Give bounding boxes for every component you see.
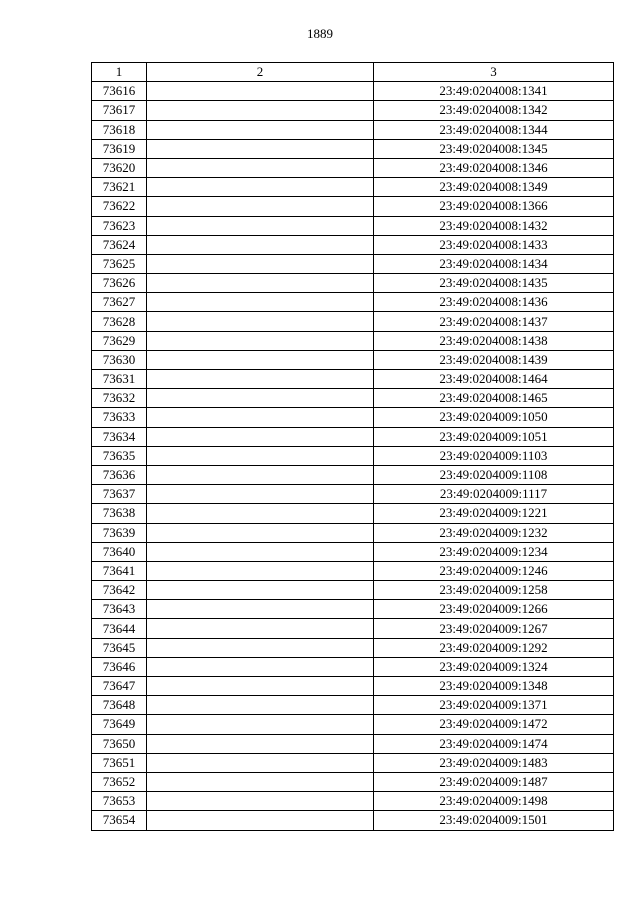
table-cell-col-3: 23:49:0204009:1103 bbox=[374, 446, 614, 465]
table-cell-col-3: 23:49:0204009:1267 bbox=[374, 619, 614, 638]
table-cell-col-3: 23:49:0204008:1349 bbox=[374, 178, 614, 197]
table-row bbox=[92, 561, 614, 580]
table-cell-col-1: 73653 bbox=[92, 792, 147, 811]
data-table bbox=[91, 62, 614, 831]
table-cell-col-1: 73639 bbox=[92, 523, 147, 542]
table-cell-col-1: 73628 bbox=[92, 312, 147, 331]
table-cell-col-3: 23:49:0204008:1439 bbox=[374, 350, 614, 369]
table-row bbox=[92, 216, 614, 235]
table-cell-col-1: 73616 bbox=[92, 82, 147, 101]
table-cell-col-2 bbox=[147, 465, 374, 484]
table-cell-col-3: 23:49:0204009:1246 bbox=[374, 561, 614, 580]
table-cell-col-1: 73642 bbox=[92, 581, 147, 600]
table-cell-col-1: 73624 bbox=[92, 235, 147, 254]
table-row bbox=[92, 734, 614, 753]
table-cell-col-2 bbox=[147, 600, 374, 619]
table-cell-col-1: 73617 bbox=[92, 101, 147, 120]
table-cell-col-3: 23:49:0204008:1465 bbox=[374, 389, 614, 408]
table-row bbox=[92, 139, 614, 158]
table-row bbox=[92, 427, 614, 446]
table-cell-col-2 bbox=[147, 82, 374, 101]
table-cell-col-3: 23:49:0204009:1371 bbox=[374, 696, 614, 715]
table-cell-col-3: 23:49:0204009:1050 bbox=[374, 408, 614, 427]
table-cell-col-2 bbox=[147, 274, 374, 293]
table-cell-col-1: 73630 bbox=[92, 350, 147, 369]
table-row bbox=[92, 274, 614, 293]
table-cell-col-2 bbox=[147, 389, 374, 408]
table-cell-col-3: 23:49:0204008:1435 bbox=[374, 274, 614, 293]
table-cell-col-3: 23:49:0204008:1345 bbox=[374, 139, 614, 158]
table-cell-col-2 bbox=[147, 197, 374, 216]
table-header-row bbox=[92, 63, 614, 82]
table-cell-col-2 bbox=[147, 734, 374, 753]
table-cell-col-2 bbox=[147, 101, 374, 120]
table-cell-col-2 bbox=[147, 216, 374, 235]
table-cell-col-2 bbox=[147, 657, 374, 676]
table-row bbox=[92, 542, 614, 561]
table-cell-col-3: 23:49:0204009:1117 bbox=[374, 485, 614, 504]
table-row bbox=[92, 504, 614, 523]
table-cell-col-1: 73647 bbox=[92, 677, 147, 696]
table-cell-col-1: 73621 bbox=[92, 178, 147, 197]
table-cell-col-1: 73648 bbox=[92, 696, 147, 715]
table-row bbox=[92, 811, 614, 830]
table-cell-col-3: 23:49:0204008:1437 bbox=[374, 312, 614, 331]
table-row bbox=[92, 101, 614, 120]
table-cell-col-2 bbox=[147, 235, 374, 254]
table-cell-col-1: 73622 bbox=[92, 197, 147, 216]
table-cell-col-2 bbox=[147, 619, 374, 638]
table-row bbox=[92, 293, 614, 312]
table-cell-col-2 bbox=[147, 293, 374, 312]
table-row bbox=[92, 465, 614, 484]
table-row bbox=[92, 753, 614, 772]
table-cell-col-1: 73635 bbox=[92, 446, 147, 465]
table-cell-col-1: 73646 bbox=[92, 657, 147, 676]
table-cell-col-2 bbox=[147, 581, 374, 600]
table-cell-col-1: 73632 bbox=[92, 389, 147, 408]
table-row bbox=[92, 235, 614, 254]
table-cell-col-2 bbox=[147, 792, 374, 811]
table-cell-col-1: 73644 bbox=[92, 619, 147, 638]
table-cell-col-3: 23:49:0204009:1487 bbox=[374, 772, 614, 791]
table-cell-col-2 bbox=[147, 370, 374, 389]
column-header-1: 1 bbox=[92, 63, 147, 82]
table-cell-col-2 bbox=[147, 504, 374, 523]
table-cell-col-2 bbox=[147, 523, 374, 542]
table-cell-col-1: 73619 bbox=[92, 139, 147, 158]
table-cell-col-3: 23:49:0204009:1292 bbox=[374, 638, 614, 657]
table-cell-col-1: 73633 bbox=[92, 408, 147, 427]
table-cell-col-2 bbox=[147, 350, 374, 369]
table-cell-col-1: 73641 bbox=[92, 561, 147, 580]
table-cell-col-2 bbox=[147, 811, 374, 830]
table-cell-col-3: 23:49:0204008:1464 bbox=[374, 370, 614, 389]
table-cell-col-1: 73623 bbox=[92, 216, 147, 235]
table-cell-col-3: 23:49:0204009:1266 bbox=[374, 600, 614, 619]
table-cell-col-3: 23:49:0204009:1474 bbox=[374, 734, 614, 753]
table-cell-col-3: 23:49:0204008:1433 bbox=[374, 235, 614, 254]
table-cell-col-1: 73651 bbox=[92, 753, 147, 772]
table-cell-col-2 bbox=[147, 254, 374, 273]
table-cell-col-2 bbox=[147, 446, 374, 465]
table-cell-col-3: 23:49:0204008:1436 bbox=[374, 293, 614, 312]
table-cell-col-2 bbox=[147, 158, 374, 177]
table-row bbox=[92, 619, 614, 638]
table-row bbox=[92, 772, 614, 791]
table-cell-col-1: 73625 bbox=[92, 254, 147, 273]
table-cell-col-1: 73627 bbox=[92, 293, 147, 312]
table-cell-col-3: 23:49:0204008:1434 bbox=[374, 254, 614, 273]
table-row bbox=[92, 638, 614, 657]
table-cell-col-1: 73649 bbox=[92, 715, 147, 734]
table-cell-col-1: 73645 bbox=[92, 638, 147, 657]
table-cell-col-2 bbox=[147, 677, 374, 696]
table-row bbox=[92, 389, 614, 408]
table-row bbox=[92, 523, 614, 542]
table-row bbox=[92, 370, 614, 389]
column-header-3: 3 bbox=[374, 63, 614, 82]
table-body bbox=[92, 82, 614, 830]
table-cell-col-3: 23:49:0204009:1472 bbox=[374, 715, 614, 734]
table-cell-col-3: 23:49:0204009:1483 bbox=[374, 753, 614, 772]
table-cell-col-3: 23:49:0204009:1324 bbox=[374, 657, 614, 676]
table-cell-col-2 bbox=[147, 772, 374, 791]
table-row bbox=[92, 446, 614, 465]
table-row bbox=[92, 600, 614, 619]
table-cell-col-3: 23:49:0204009:1348 bbox=[374, 677, 614, 696]
table-cell-col-2 bbox=[147, 715, 374, 734]
table-row bbox=[92, 677, 614, 696]
table-cell-col-1: 73643 bbox=[92, 600, 147, 619]
table-row bbox=[92, 312, 614, 331]
table-row bbox=[92, 485, 614, 504]
table-row bbox=[92, 408, 614, 427]
table-row bbox=[92, 331, 614, 350]
table-cell-col-1: 73654 bbox=[92, 811, 147, 830]
table-cell-col-1: 73634 bbox=[92, 427, 147, 446]
table-row bbox=[92, 696, 614, 715]
table-cell-col-3: 23:49:0204008:1344 bbox=[374, 120, 614, 139]
table-cell-col-2 bbox=[147, 331, 374, 350]
table-cell-col-1: 73631 bbox=[92, 370, 147, 389]
table-cell-col-3: 23:49:0204009:1221 bbox=[374, 504, 614, 523]
table-cell-col-3: 23:49:0204008:1438 bbox=[374, 331, 614, 350]
table-cell-col-3: 23:49:0204009:1234 bbox=[374, 542, 614, 561]
table-cell-col-3: 23:49:0204009:1501 bbox=[374, 811, 614, 830]
table-cell-col-2 bbox=[147, 120, 374, 139]
page-number: 1889 bbox=[307, 26, 333, 41]
table-cell-col-1: 73620 bbox=[92, 158, 147, 177]
table-cell-col-2 bbox=[147, 561, 374, 580]
table-row bbox=[92, 792, 614, 811]
table-row bbox=[92, 350, 614, 369]
table-cell-col-2 bbox=[147, 638, 374, 657]
table-cell-col-3: 23:49:0204008:1341 bbox=[374, 82, 614, 101]
table-cell-col-1: 73618 bbox=[92, 120, 147, 139]
table-cell-col-2 bbox=[147, 753, 374, 772]
table-row bbox=[92, 657, 614, 676]
table-cell-col-1: 73629 bbox=[92, 331, 147, 350]
table-cell-col-3: 23:49:0204009:1498 bbox=[374, 792, 614, 811]
table-cell-col-1: 73640 bbox=[92, 542, 147, 561]
table-row bbox=[92, 715, 614, 734]
table-cell-col-3: 23:49:0204009:1051 bbox=[374, 427, 614, 446]
table-row bbox=[92, 197, 614, 216]
table-row bbox=[92, 158, 614, 177]
table-cell-col-1: 73650 bbox=[92, 734, 147, 753]
table-cell-col-2 bbox=[147, 427, 374, 446]
table-cell-col-3: 23:49:0204008:1366 bbox=[374, 197, 614, 216]
table-cell-col-1: 73638 bbox=[92, 504, 147, 523]
table-cell-col-2 bbox=[147, 408, 374, 427]
table-cell-col-1: 73637 bbox=[92, 485, 147, 504]
table-cell-col-3: 23:49:0204009:1258 bbox=[374, 581, 614, 600]
table-cell-col-2 bbox=[147, 178, 374, 197]
table-cell-col-2 bbox=[147, 312, 374, 331]
table-cell-col-2 bbox=[147, 485, 374, 504]
table-cell-col-2 bbox=[147, 139, 374, 158]
table-row bbox=[92, 178, 614, 197]
table-cell-col-1: 73626 bbox=[92, 274, 147, 293]
table-cell-col-3: 23:49:0204008:1432 bbox=[374, 216, 614, 235]
table-row bbox=[92, 120, 614, 139]
column-header-2: 2 bbox=[147, 63, 374, 82]
table-cell-col-3: 23:49:0204008:1342 bbox=[374, 101, 614, 120]
table-cell-col-3: 23:49:0204008:1346 bbox=[374, 158, 614, 177]
table-row bbox=[92, 581, 614, 600]
table-cell-col-3: 23:49:0204009:1232 bbox=[374, 523, 614, 542]
table-cell-col-2 bbox=[147, 696, 374, 715]
table-cell-col-1: 73652 bbox=[92, 772, 147, 791]
table-row bbox=[92, 254, 614, 273]
table-cell-col-1: 73636 bbox=[92, 465, 147, 484]
table-row bbox=[92, 82, 614, 101]
table-cell-col-2 bbox=[147, 542, 374, 561]
table-cell-col-3: 23:49:0204009:1108 bbox=[374, 465, 614, 484]
